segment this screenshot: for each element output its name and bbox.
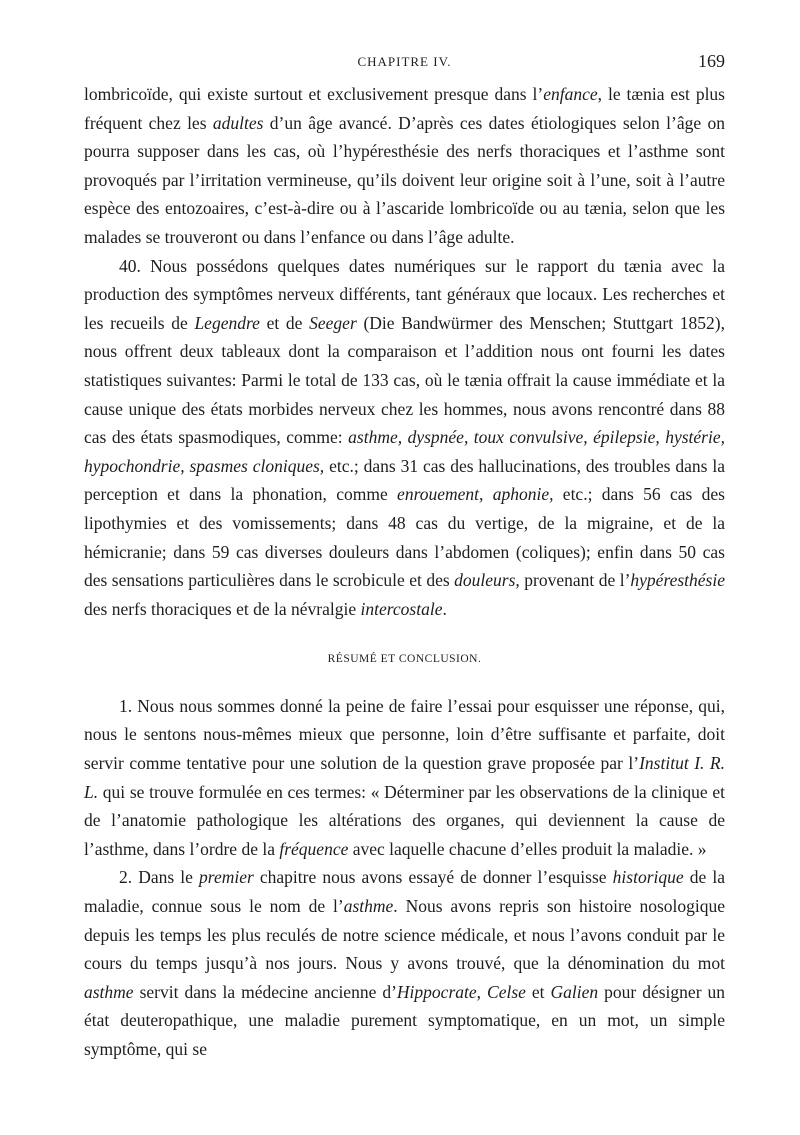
paragraph-1: [84, 692, 725, 864]
italic-run: hypéresthésie: [630, 570, 725, 591]
text-run: de la maladie, connue sous le nom de l’: [84, 867, 725, 917]
section-heading: RÉSUMÉ ET CONCLUSION.: [327, 653, 482, 666]
chapter-title: CHAPITRE IV.: [357, 54, 452, 69]
paragraph-40: [84, 252, 725, 624]
italic-run: premier: [199, 867, 254, 888]
text-run: etc.; dans 31 cas des hallucinations, des troubles dans la perception et dans la phonation, comme: [84, 455, 725, 505]
text-run: .: [442, 598, 447, 619]
paragraph-continuation: [84, 80, 725, 252]
text-run: 2. Dans le: [119, 867, 200, 888]
text-run: (Die Bandwürmer des Menschen; Stuttgart 1852), nous offrent deux tableaux dont la comparaison et l’addition nous ont fourni les dates statistiques suivantes: Parmi le total de 133 cas, où le tænia offrait la cause immédiate et la cause unique des états morbides nerveux chez les hommes, nous avons rencontré dans 88 cas des états spasmodiques, comme:: [84, 312, 725, 448]
text-run: qui se trouve formulée en ces termes: « Déterminer par les observations de la clinique et de l’anatomie pathologique les altérations des organes, qui deviennent la cause de l’asthme, dans l’ordre de la: [84, 781, 725, 859]
italic-run: Galien: [550, 981, 599, 1002]
text-run: 40. Nous possédons quelques dates numériques sur le rapport du tænia avec la production des symptômes nerveux différents, tant généraux que locaux. Les recherches et les recueils de: [84, 255, 725, 333]
paragraph-2: [84, 863, 725, 1063]
text-run: et de: [259, 312, 310, 333]
italic-run: asthme, dyspnée, toux convulsive, épilepsie, hystérie, hypochondrie, spasmes cloniques,: [84, 427, 725, 476]
italic-run: historique: [612, 867, 684, 888]
italic-run: Hippocrate: [396, 981, 477, 1002]
text-run: des nerfs thoraciques et de la névralgie: [84, 598, 361, 619]
italic-run: intercostale: [360, 598, 443, 619]
book-page: [84, 51, 726, 1064]
text-run: servit dans la médecine ancienne d’: [133, 981, 397, 1002]
italic-run: enrouement, aphonie,: [397, 484, 554, 505]
text-run: etc.; dans 56 cas des lipothymies et des vomissements; dans 48 cas du vertige, de la migraine, et de la hémicranie; dans 59 cas diverses douleurs dans l’abdomen (coliques); enfin dans 50 cas des sensations particulières dans le scrobicule et des: [84, 484, 725, 591]
text-run: d’un âge avancé. D’après ces dates étiologiques selon l’âge on pourra supposer dans les cas, où l’hypéresthésie des nerfs thoraciques et l’asthme sont provoqués par l’irritation vermineuse, qu’ils doivent leur origine soit à l’une, soit à l’autre espèce des entozoaires, c’est-à-dire ou à l’ascaride lombricoïde ou au tænia, selon que les malades se trouveront ou dans l’enfance ou dans l’âge adulte.: [84, 112, 725, 247]
italic-run: Seeger: [309, 312, 357, 333]
italic-run: Celse: [487, 981, 526, 1002]
text-run: et: [525, 981, 551, 1002]
text-run: pour désigner un état deuteropathique, une maladie purement symptomatique, en un mot, un simple symptôme, qui se: [84, 981, 726, 1059]
text-run: , le tænia est plus fréquent chez les: [84, 84, 725, 133]
italic-run: Institut I. R. L.: [84, 753, 725, 802]
italic-run: asthme: [343, 896, 394, 917]
text-run: avec laquelle chacune d’elles produit la maladie. »: [348, 838, 707, 859]
italic-run: enfance: [543, 84, 598, 104]
italic-run: adultes: [212, 112, 264, 133]
page-number: 169: [698, 51, 725, 71]
body-text: [84, 80, 725, 1064]
italic-run: Legendre: [194, 312, 260, 333]
text-run: . Nous avons repris son histoire nosologique depuis les temps les plus reculés de notre science médicale, et nous l’avons conduit par le cours du temps jusqu’à nos jours. Nous y avons trouvé, que la dénomination du mot: [84, 896, 725, 974]
italic-run: asthme: [84, 981, 134, 1002]
italic-run: douleurs,: [454, 570, 520, 591]
text-run: 1. Nous nous sommes donné la peine de faire l’essai pour esquisser une réponse, qui, nous le sentons nous-mêmes mieux que personne, loin d’être suffisante et parfaite, doit servir comme tentative pour une solution de la question grave proposée par l’: [84, 695, 725, 774]
text-run: chapitre nous avons essayé de donner l’esquisse: [253, 867, 613, 888]
text-run: provenant de l’: [519, 570, 631, 591]
text-run: lombricoïde, qui existe surtout et exclusivement presque dans l’: [84, 84, 544, 104]
italic-run: fréquence: [279, 838, 349, 859]
running-head: [84, 51, 725, 80]
text-run: ,: [476, 981, 488, 1002]
